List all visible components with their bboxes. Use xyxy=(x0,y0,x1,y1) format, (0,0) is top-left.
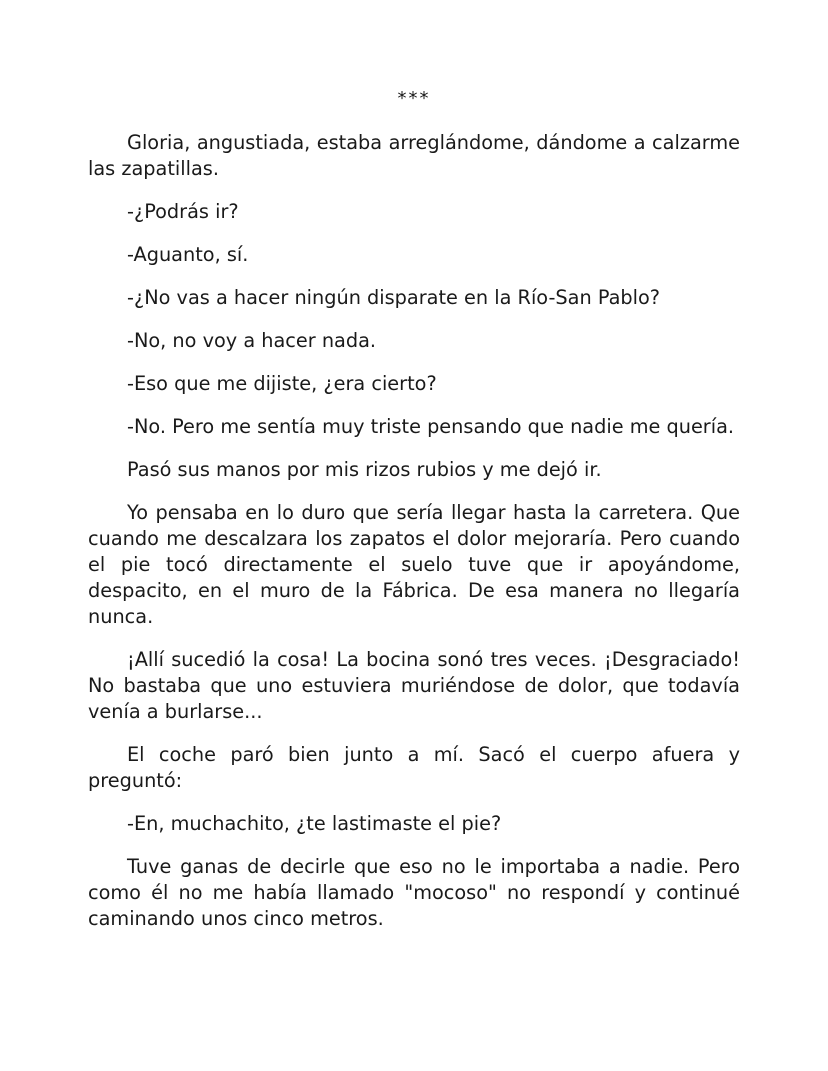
paragraph: -¿No vas a hacer ningún disparate en la Río-San Pablo? xyxy=(127,286,661,309)
paragraph: Gloria, angustiada, estaba arreglándome, dándome a calzarme las zapatillas. xyxy=(88,131,740,180)
paragraph: -No. Pero me sentía muy triste pensando que nadie me quería. xyxy=(127,415,735,438)
section-separator: *** xyxy=(397,88,431,109)
paragraph: Tuve ganas de decirle que eso no le importaba a nadie. Pero como él no me había llamado "mocoso" no respondí y continué caminando unos cinco metros. xyxy=(88,855,740,930)
paragraph: -No, no voy a hacer nada. xyxy=(127,329,377,352)
paragraph: -Aguanto, sí. xyxy=(127,243,249,266)
paragraph: Yo pensaba en lo duro que sería llegar hasta la carretera. Que cuando me descalzara los zapatos el dolor mejoraría. Pero cuando el pie tocó directamente el suelo tuve que ir apoyándome, despacito, en el muro de la Fábrica. De esa manera no llegaría nunca. xyxy=(88,501,740,628)
body-text xyxy=(88,130,740,949)
paragraph: -¿Podrás ir? xyxy=(127,200,239,223)
paragraph: El coche paró bien junto a mí. Sacó el cuerpo afuera y preguntó: xyxy=(88,743,740,792)
paragraph: -En, muchachito, ¿te lastimaste el pie? xyxy=(127,812,502,835)
paragraph: -Eso que me dijiste, ¿era cierto? xyxy=(127,372,437,395)
paragraph: Pasó sus manos por mis rizos rubios y me dejó ir. xyxy=(127,458,602,481)
paragraph: ¡Allí sucedió la cosa! La bocina sonó tres veces. ¡Desgraciado! No bastaba que uno estuviera muriéndose de dolor, que todavía venía a burlarse... xyxy=(88,648,740,723)
